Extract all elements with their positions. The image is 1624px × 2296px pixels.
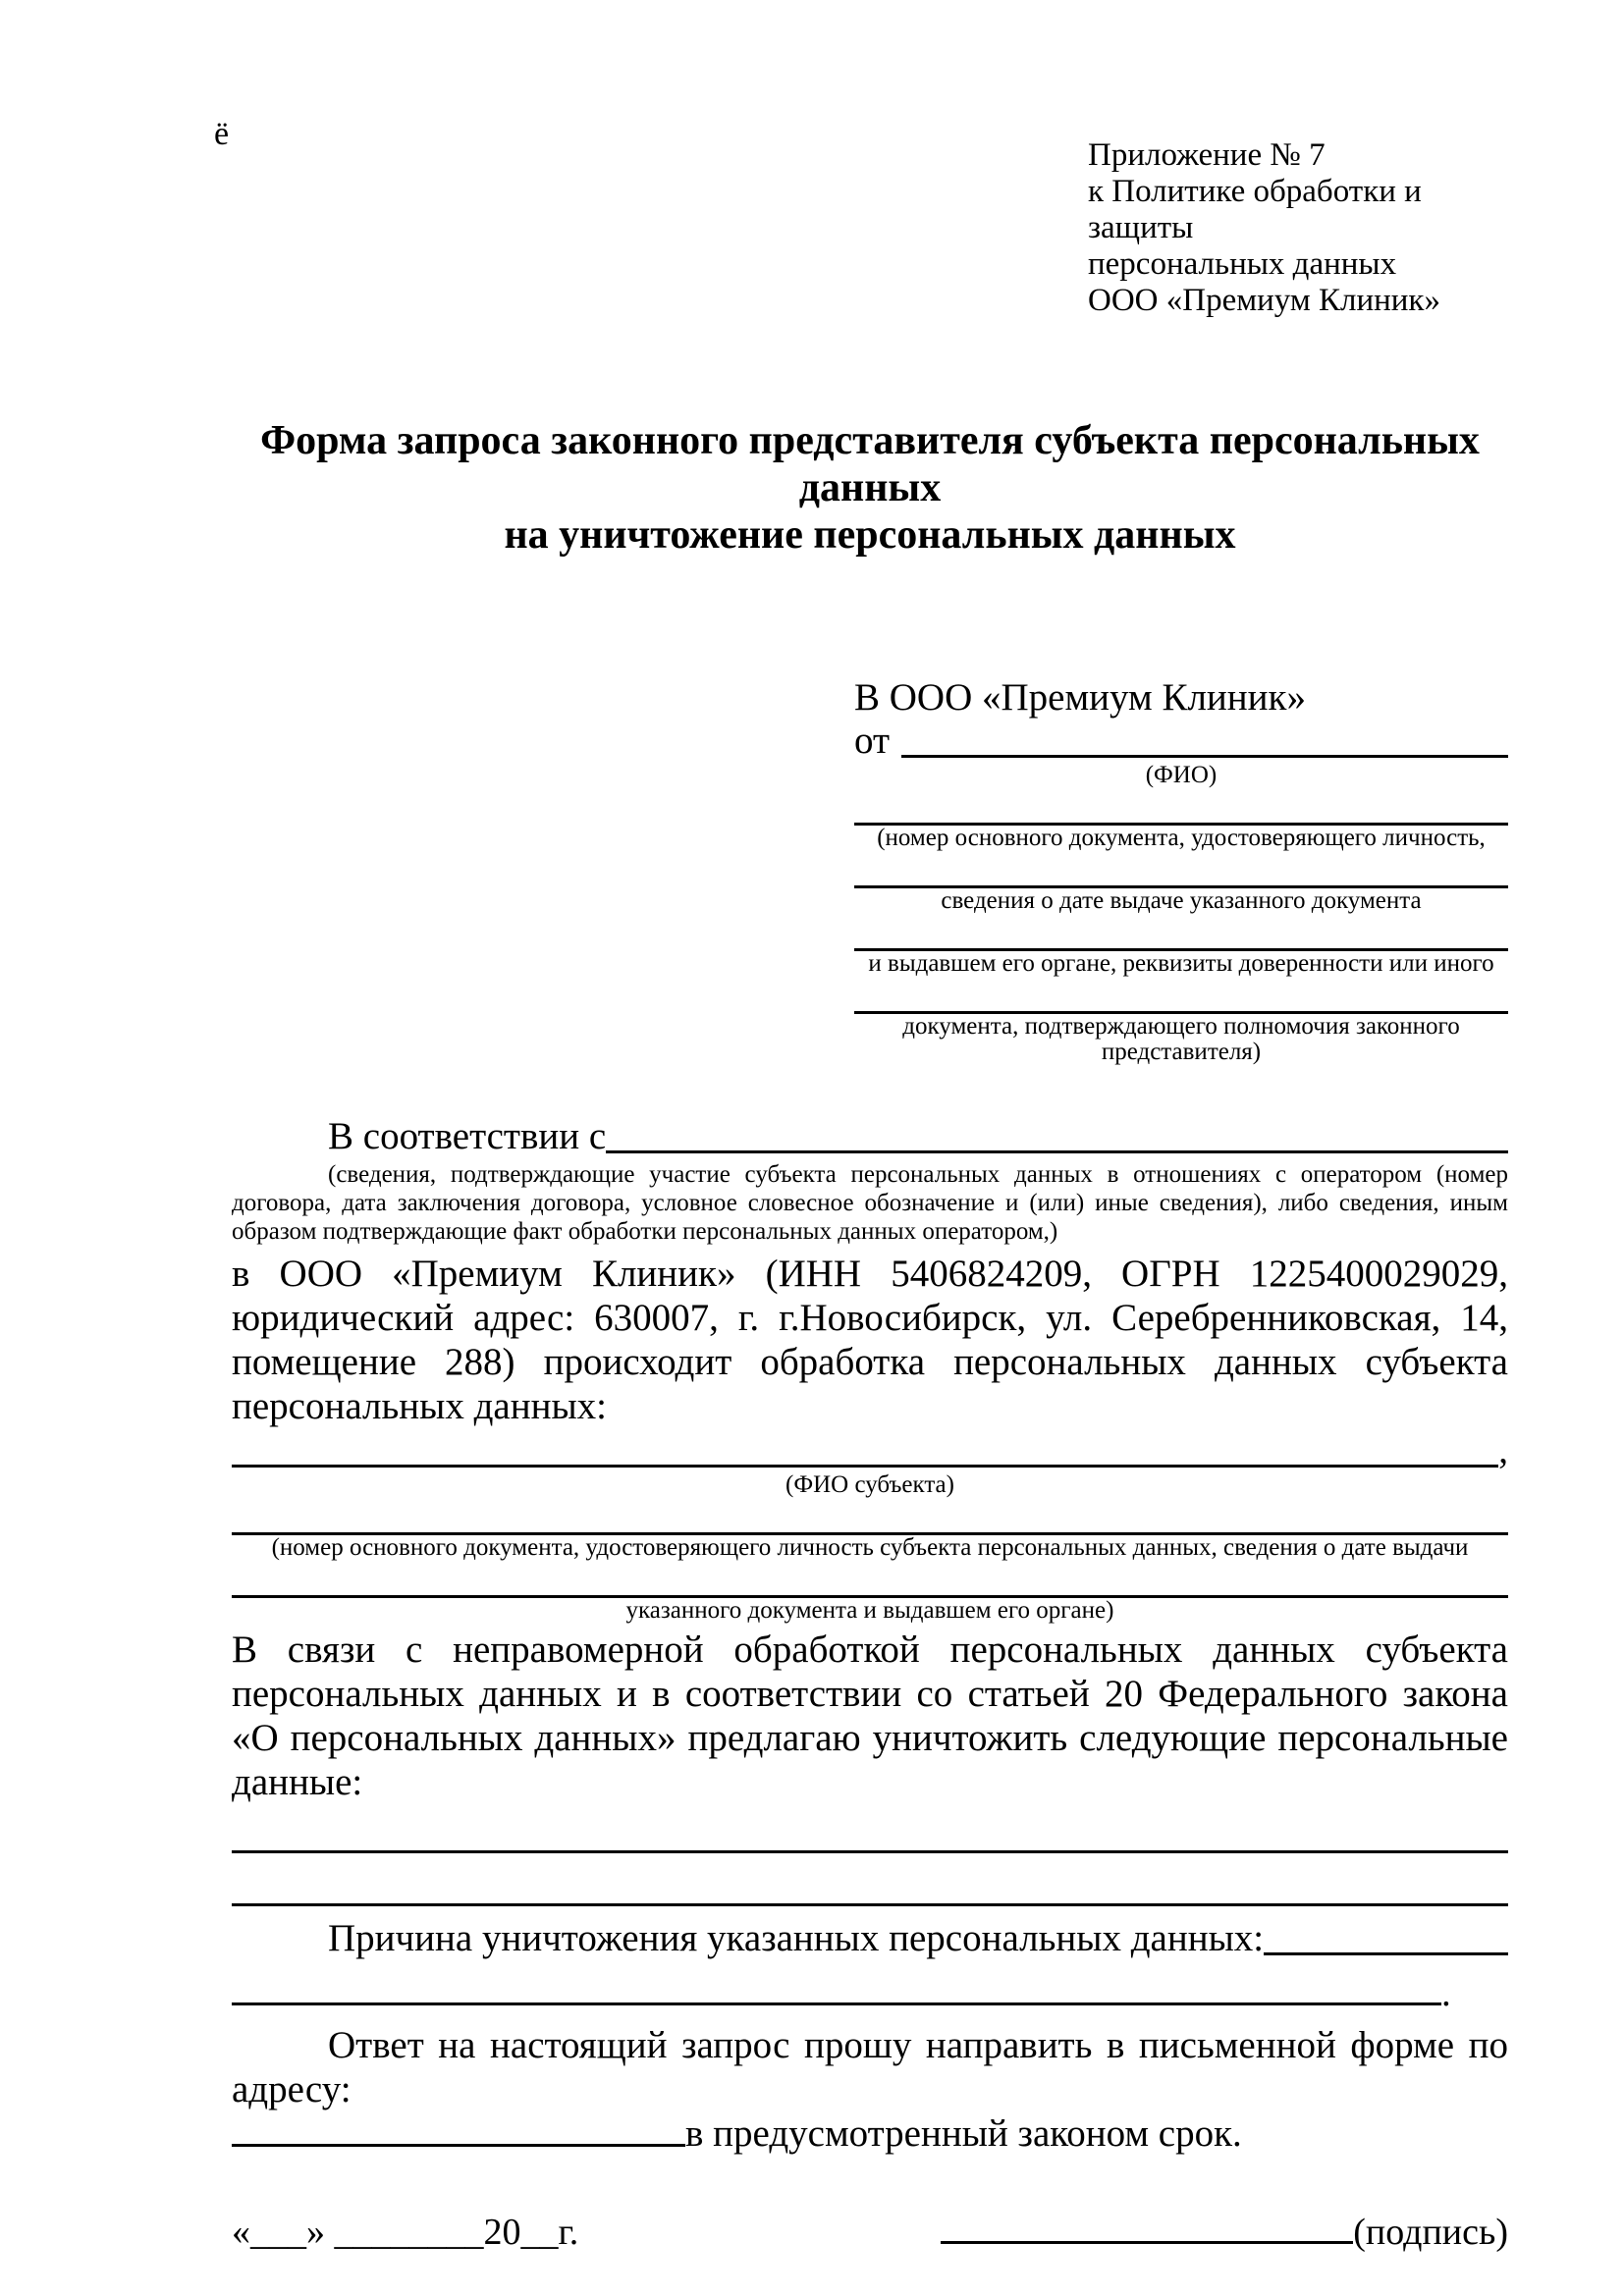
appendix-header-line-2: к Политике обработки и защиты [1088,174,1422,245]
caption-subject-doc-1: (номер основного документа, удостоверяющего личность субъекта персональных данных, сведения о дате выдачи [271,1534,1469,1561]
accordance-label: В соответствии с [328,1115,607,1157]
document-title-line-2: на уничтожение персональных данных [504,512,1236,558]
appendix-header-line-3: персональных данных [1088,246,1397,282]
document-title [232,417,1508,559]
caption-subject-doc-2: указанного документа и выдавшем его органе) [625,1597,1114,1624]
demand-paragraph: В связи с неправомерной обработкой персональных данных субъекта персональных данных и в соответствии со статьей 20 Федерального закона «О персональных данных» предлагаю уничтожить следующие персональные данные: [232,1629,1508,1803]
field-issuing-authority [854,922,1508,977]
signature-footer [232,2211,1508,2254]
operator-paragraph: в ООО «Премиум Клиник» (ИНН 5406824209, ОГРН 1225400029029, юридический адрес: 630007, г. г.Новосибирск, ул. Серебренниковская, 14, помещение 288) происходит обработка персональных данных субъекта персональных данных: [232,1253,1508,1427]
caption-doc-number: (номер основного документа, удостоверяющего личность, [877,825,1486,851]
issue-date-blank [854,859,1508,888]
reason-blank [1264,1916,1508,1955]
subject-doc-blank-2 [232,1569,1508,1598]
reason-blank-2 [232,1972,1441,2005]
doc-number-blank [854,796,1508,826]
stray-char: ё [214,116,230,152]
caption-fio: (ФИО) [1145,762,1218,788]
signature-group [941,2211,1508,2254]
reply-tail: в предусмотренный законом срок. [685,2112,1242,2155]
issuing-authority-blank [854,922,1508,951]
caption-subject-fio: (ФИО субъекта) [785,1471,954,1498]
reply-paragraph: Ответ на настоящий запрос прошу направить в письменной форме по адресу: [232,2024,1508,2110]
subject-fio-blank [232,1428,1498,1468]
subject-fio-trailing-comma: , [1498,1429,1508,1471]
field-doc-number [854,796,1508,851]
appendix-header [1088,137,1508,319]
authority-document-blank [854,985,1508,1014]
appendix-header-line-1: Приложение № 7 [1088,137,1326,173]
field-issue-date [854,859,1508,914]
reply-address-row [232,2111,1508,2157]
reply-address-blank [232,2111,685,2147]
signature-blank [941,2211,1353,2244]
document-content [232,137,1508,2254]
addressee-block [854,676,1508,1065]
field-authority-document [854,985,1508,1065]
signature-caption: (подпись) [1353,2212,1508,2253]
addressee-to: В ООО «Премиум Клиник» [854,676,1306,719]
subject-fio-row [232,1428,1508,1472]
reason-label: Причина уничтожения указанных персональных данных: [328,1917,1265,1959]
accordance-note: (сведения, подтверждающие участие субъекта персональных данных в отношениях с оператором (номер договора, дата заключения договора, условное словесное обозначение и (или) иные сведения), либо сведения, иным образом подтверждающие факт обработки персональных данных оператором,) [232,1161,1508,1245]
date-placeholder: «___» ________20__г. [232,2212,579,2253]
appendix-header-line-4: ООО «Премиум Клиник» [1088,283,1440,318]
caption-issue-date: сведения о дате выдаче указанного документа [941,887,1422,914]
accordance-blank [606,1114,1508,1153]
document-title-line-1: Форма запроса законного представителя субъекта персональных данных [260,418,1480,510]
reason-row [232,1916,1508,1960]
data-to-destroy-blank-1 [232,1826,1508,1853]
caption-authority-document: документа, подтверждающего полномочия законного представителя) [902,1013,1460,1065]
caption-issuing-authority: и выдавшем его органе, реквизиты доверенности или иного [868,950,1494,977]
accordance-row [232,1114,1508,1158]
reason-trailing-period: . [1441,1972,1451,2014]
from-fio-blank [901,720,1508,758]
subject-doc-blank [232,1506,1508,1535]
reason-continuation-row [232,1972,1508,2015]
from-label: от [854,720,891,762]
data-to-destroy-blank-2 [232,1879,1508,1906]
addressee-from-row [854,720,1508,763]
